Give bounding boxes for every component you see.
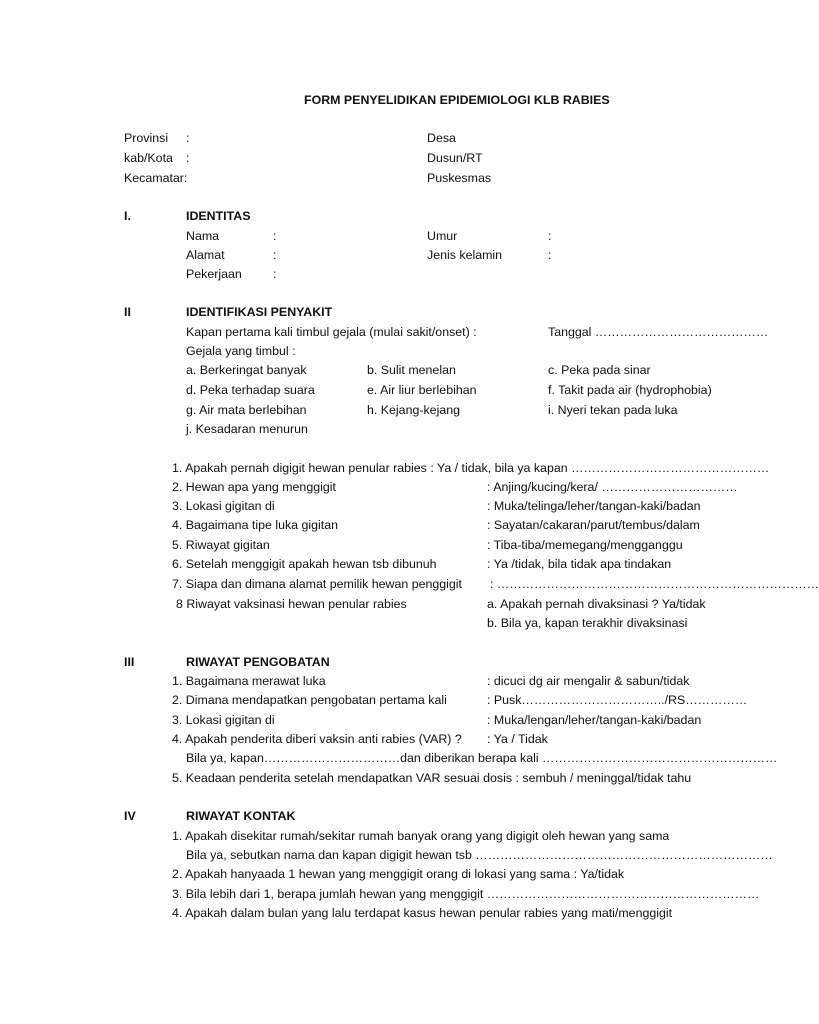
section-1-number: I. xyxy=(124,209,131,223)
symptom-j: j. Kesadaran menurun xyxy=(186,422,308,436)
kabkota-label: kab/Kota xyxy=(124,151,173,165)
kabkota-colon: : xyxy=(186,151,190,165)
jenis-kelamin-label: Jenis kelamin xyxy=(427,248,503,262)
alamat-colon: : xyxy=(273,248,277,262)
jenis-kelamin-colon: : xyxy=(548,248,552,262)
s4-question-1: 1. Apakah disekitar rumah/sekitar rumah banyak orang yang digigit oleh hewan yang sama xyxy=(172,829,670,843)
puskesmas-label: Puskesmas xyxy=(427,171,492,185)
alamat-label: Alamat xyxy=(186,248,225,262)
s2-answer-5: : Tiba-tiba/memegang/mengganggu xyxy=(487,538,683,552)
s3-question-3: 3. Lokasi gigitan di xyxy=(172,713,275,727)
s2-question-3: 3. Lokasi gigitan di xyxy=(172,499,275,513)
s4-question-1b: Bila ya, sebutkan nama dan kapan digigit hewan tsb ……………………………………………………………… xyxy=(186,848,773,862)
symptom-e: e. Air liur berlebihan xyxy=(367,383,477,397)
gejala-label: Gejala yang timbul : xyxy=(186,344,296,358)
section-2-title: IDENTIFIKASI PENYAKIT xyxy=(186,305,333,319)
nama-label: Nama xyxy=(186,229,220,243)
s2-answer-3: : Muka/telinga/leher/tangan-kaki/badan xyxy=(487,499,701,513)
nama-colon: : xyxy=(273,229,277,243)
symptom-g: g. Air mata berlebihan xyxy=(186,403,307,417)
s3-question-4: 4. Apakah penderita diberi vaksin anti rabies (VAR) ? xyxy=(172,732,462,746)
desa-label: Desa xyxy=(427,131,456,145)
s4-question-2: 2. Apakah hanyaada 1 hewan yang menggigit orang di lokasi yang sama : Ya/tidak xyxy=(172,867,625,881)
symptom-h: h. Kejang-kejang xyxy=(367,403,460,417)
s3-question-5: 5. Keadaan penderita setelah mendapatkan VAR sesuai dosis : sembuh / meninggal/tidak tahu xyxy=(172,771,692,785)
form-title: FORM PENYELIDIKAN EPIDEMIOLOGI KLB RABIES xyxy=(304,93,610,107)
symptom-d: d. Peka terhadap suara xyxy=(186,383,315,397)
section-3-number: III xyxy=(124,655,135,669)
symptom-i: i. Nyeri tekan pada luka xyxy=(548,403,678,417)
tanggal-field: Tanggal …………………………………… xyxy=(548,325,769,339)
umur-label: Umur xyxy=(427,229,458,243)
s3-question-1: 1. Bagaimana merawat luka xyxy=(172,674,326,688)
s2-answer-6: : Ya /tidak, bila tidak apa tindakan xyxy=(487,557,672,571)
provinsi-label: Provinsi xyxy=(124,131,169,145)
s2-answer-7: : …………………………………………………………………… xyxy=(490,577,819,591)
s3-answer-2: : Pusk……………………………../RS…………… xyxy=(487,693,748,707)
onset-question: Kapan pertama kali timbul gejala (mulai sakit/onset) : xyxy=(186,325,477,339)
symptom-f: f. Takit pada air (hydrophobia) xyxy=(548,383,712,397)
symptom-c: c. Peka pada sinar xyxy=(548,363,651,377)
umur-colon: : xyxy=(548,229,552,243)
s2-question-5: 5. Riwayat gigitan xyxy=(172,538,270,552)
pekerjaan-colon: : xyxy=(273,267,277,281)
s4-question-3: 3. Bila lebih dari 1, berapa jumlah hewan yang menggigit ………………………………………………………… xyxy=(172,887,760,901)
s3-answer-4: : Ya / Tidak xyxy=(487,732,548,746)
kecamatan-label: Kecamatar: xyxy=(124,171,188,185)
s2-question-7: 7. Siapa dan dimana alamat pemilik hewan penggigit xyxy=(172,577,462,591)
section-4-title: RIWAYAT KONTAK xyxy=(186,809,296,823)
s2-answer-8a: a. Apakah pernah divaksinasi ? Ya/tidak xyxy=(487,597,706,611)
s3-answer-1: : dicuci dg air mengalir & sabun/tidak xyxy=(487,674,690,688)
dusun-label: Dusun/RT xyxy=(427,151,483,165)
s2-question-4: 4. Bagaimana tipe luka gigitan xyxy=(172,518,339,532)
provinsi-colon: : xyxy=(186,131,190,145)
pekerjaan-label: Pekerjaan xyxy=(186,267,242,281)
symptom-b: b. Sulit menelan xyxy=(367,363,456,377)
s2-answer-8b: b. Bila ya, kapan terakhir divaksinasi xyxy=(487,616,688,630)
s2-question-2: 2. Hewan apa yang menggigit xyxy=(172,480,336,494)
s4-question-4: 4. Apakah dalam bulan yang lalu terdapat kasus hewan penular rabies yang mati/menggigit xyxy=(172,906,673,920)
section-2-number: II xyxy=(124,305,131,319)
s3-answer-3: : Muka/lengan/leher/tangan-kaki/badan xyxy=(487,713,702,727)
s3-bila-ya: Bila ya, kapan……………………………dan diberikan berapa kali ………………………………………………… xyxy=(186,751,778,765)
s2-question-6: 6. Setelah menggigit apakah hewan tsb dibunuh xyxy=(172,557,437,571)
section-3-title: RIWAYAT PENGOBATAN xyxy=(186,655,330,669)
s2-question-8: 8 Riwayat vaksinasi hewan penular rabies xyxy=(176,597,407,611)
section-4-number: IV xyxy=(124,809,136,823)
s3-question-2: 2. Dimana mendapatkan pengobatan pertama kali xyxy=(172,693,447,707)
s2-answer-4: : Sayatan/cakaran/parut/tembus/dalam xyxy=(487,518,700,532)
s2-answer-2: : Anjing/kucing/kera/ …………………………… xyxy=(487,480,738,494)
symptom-a: a. Berkeringat banyak xyxy=(186,363,307,377)
section-1-title: IDENTITAS xyxy=(186,209,251,223)
s2-question-1: 1. Apakah pernah digigit hewan penular rabies : Ya / tidak, bila ya kapan ………………………………………… xyxy=(172,461,770,475)
